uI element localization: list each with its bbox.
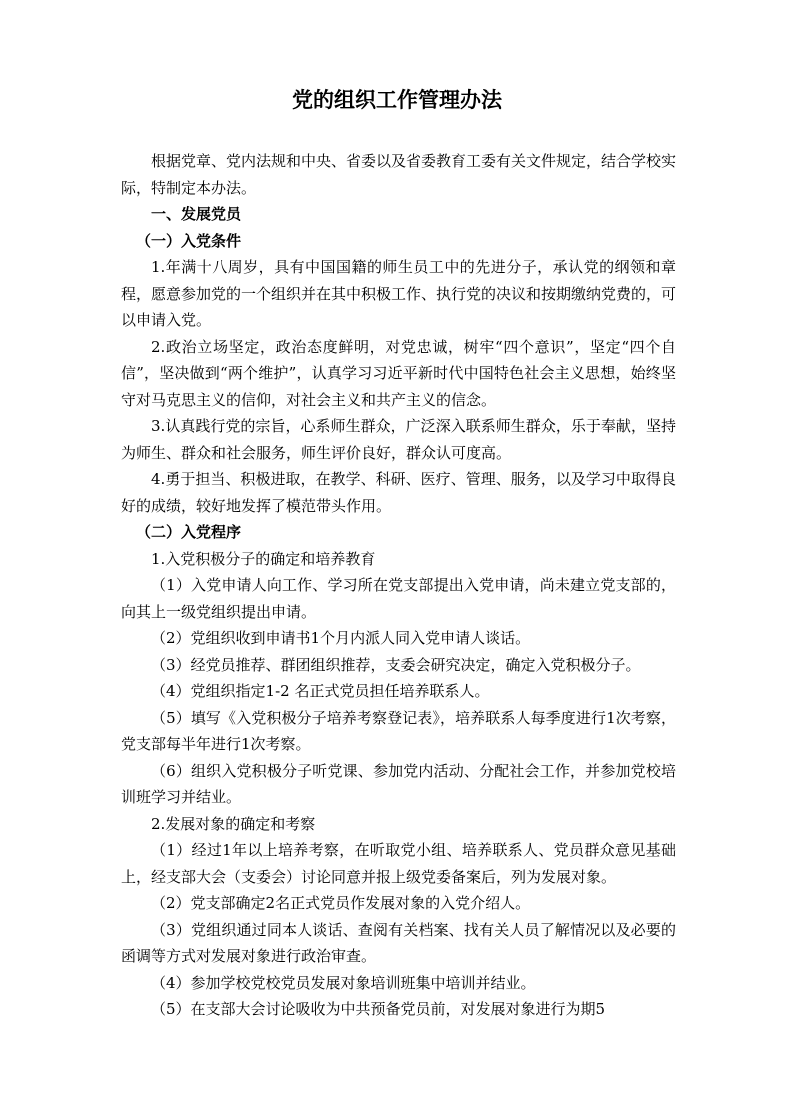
document-title: 党的组织工作管理办法 [292, 87, 502, 112]
document-body [121, 148, 676, 1023]
paragraph: （2）党支部确定2名正式党员作发展对象的入党介绍人。 [151, 894, 531, 912]
paragraph: （4）参加学校党校党员发展对象培训班集中培训并结业。 [151, 973, 536, 992]
paragraph: 1.年满十八周岁，具有中国国籍的师生员工中的先进分子，承认党的纲领和章程，愿意参加党的一个组织并在其中积极工作、执行党的决议和按期缴纳党费的，可以申请入党。 [121, 258, 677, 329]
paragraph: 3.认真践行党的宗旨，心系师生群众，广泛深入联系师生群众，乐于奉献，坚持为师生、群众和社会服务，师生评价良好，群众认可度高。 [121, 417, 676, 462]
subsection-heading: （二）入党程序 [136, 523, 242, 541]
paragraph: （1）入党申请人向工作、学习所在党支部提出入党申请，尚未建立党支部的，向其上一级党组织提出申请。 [121, 576, 676, 621]
paragraph: （1）经过1年以上培养考察，在听取党小组、培养联系人、党员群众意见基础上，经支部大会（支委会）讨论同意并报上级党委备案后，列为发展对象。 [121, 841, 676, 886]
paragraph: （5）在支部大会讨论吸收为中共预备党员前，对发展对象进行为期5 [151, 1000, 606, 1018]
paragraph: （5）填写《入党积极分子培养考察登记表》，培养联系人每季度进行1次考察，党支部每半年进行1次考察。 [121, 708, 676, 753]
paragraph: （3）党组织通过同本人谈话、查阅有关档案、找有关人员了解情况以及必要的函调等方式对发展对象进行政治审查。 [121, 920, 676, 965]
intro-paragraph: 根据党章、党内法规和中央、省委以及省委教育工委有关文件规定，结合学校实际，特制定本办法。 [121, 152, 677, 197]
paragraph: 1.入党积极分子的确定和培养教育 [151, 549, 376, 568]
subsection-heading: （一）入党条件 [136, 231, 242, 250]
paragraph: 2.发展对象的确定和考察 [151, 814, 316, 833]
paragraph: （2）党组织收到申请书1个月内派人同入党申请人谈话。 [151, 629, 531, 647]
paragraph: （4）党组织指定1-2 名正式党员担任培养联系人。 [151, 682, 490, 700]
paragraph: 2.政治立场坚定，政治态度鲜明，对党忠诚，树牢“四个意识”，坚定“四个自信”，坚决做到“两个维护”，认真学习习近平新时代中国特色社会主义思想，始终坚守对马克思主义的信仰，对社会主义和共产主义的信念。 [121, 337, 676, 409]
paragraph: 4.勇于担当、积极进取，在教学、科研、医疗、管理、服务，以及学习中取得良好的成绩，较好地发挥了模范带头作用。 [121, 470, 676, 515]
section-heading: 一、发展党员 [151, 205, 242, 223]
paragraph: （6）组织入党积极分子听党课、参加党内活动、分配社会工作，并参加党校培训班学习并结业。 [121, 761, 676, 806]
paragraph: （3）经党员推荐、群团组织推荐，支委会研究决定，确定入党积极分子。 [151, 655, 641, 674]
